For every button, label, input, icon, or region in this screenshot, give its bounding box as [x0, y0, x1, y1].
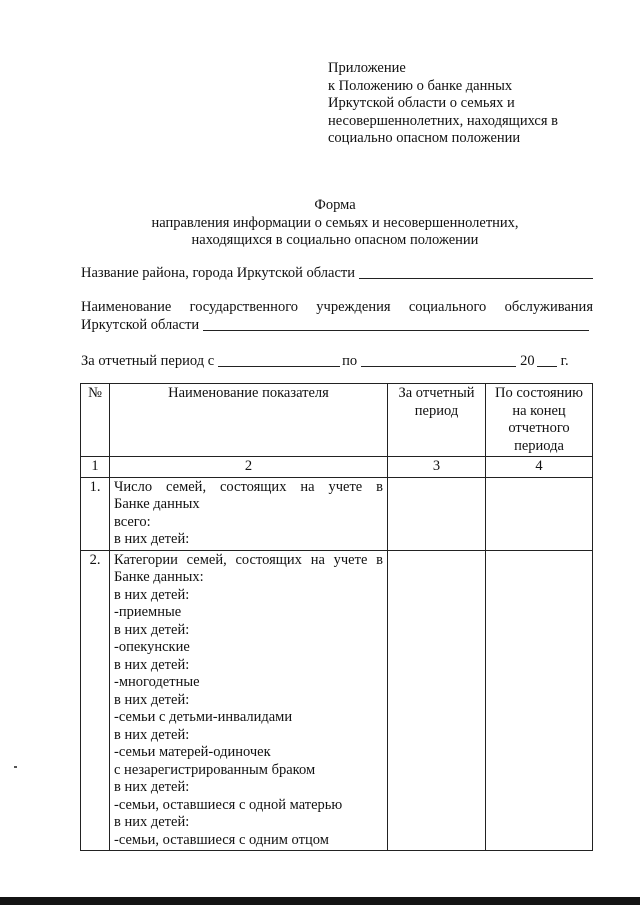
column-number-row: [81, 457, 593, 478]
period-middle: по: [342, 352, 358, 369]
indicator-line: в них детей:: [114, 586, 190, 603]
indicator-line: Банке данных: [114, 496, 200, 512]
indicator-line: -семьи матерей-одиночек: [114, 744, 271, 760]
period-year-prefix: 20: [520, 352, 535, 369]
row-number: 2.: [81, 550, 110, 851]
table-row: [81, 477, 593, 550]
form-title-line: направления информации о семьях и несовершеннолетних,: [151, 214, 519, 231]
row-end-value[interactable]: [486, 477, 593, 550]
indicator-line: -семьи, оставшиеся с одним отцом: [114, 831, 329, 848]
institution-label: Наименование государственного учреждения социального обслуживания: [81, 299, 593, 315]
appendix-line: Приложение: [328, 60, 406, 76]
period-field: [81, 352, 593, 370]
indicator-line: -опекунские: [114, 639, 190, 655]
scan-speck: [14, 766, 17, 768]
district-label: Название района, города Иркутской области: [81, 264, 355, 281]
row-period-value[interactable]: [388, 550, 486, 851]
column-number: 4: [486, 457, 593, 478]
district-blank[interactable]: [359, 264, 593, 279]
appendix-block: [328, 60, 628, 148]
appendix-line: к Положению о банке данных: [328, 77, 513, 94]
indicator-line: -многодетные: [114, 674, 200, 690]
appendix-line: Иркутской области о семьях и: [328, 95, 515, 111]
header-num: №: [81, 384, 110, 457]
district-field: [81, 264, 593, 282]
indicator-line: в них детей:: [114, 779, 190, 795]
indicator-line: в них детей:: [114, 531, 190, 547]
form-title: [80, 197, 590, 250]
row-number: 1.: [81, 477, 110, 550]
indicator-line: в них детей:: [114, 814, 190, 830]
appendix-line: несовершеннолетних, находящихся в: [328, 112, 559, 129]
indicator-line: в них детей:: [114, 691, 190, 708]
indicator-line: в них детей:: [114, 621, 190, 638]
institution-blank[interactable]: [203, 316, 589, 331]
table-header-row: [81, 384, 593, 457]
period-year-suffix: г.: [560, 352, 569, 369]
indicator-line: в них детей:: [114, 656, 190, 673]
form-title-line: Форма: [314, 197, 356, 213]
row-end-value[interactable]: [486, 550, 593, 851]
row-period-value[interactable]: [388, 477, 486, 550]
indicator-line: -семьи, оставшиеся с одной матерью: [114, 796, 343, 813]
institution-label-cont: Иркутской области: [81, 316, 200, 333]
indicator-line: с незарегистрированным браком: [114, 761, 316, 778]
header-end-line: на конец: [512, 402, 566, 419]
indicator-line: Категории семей, состоящих на учете в: [114, 551, 383, 568]
header-indicator: Наименование показателя: [110, 384, 388, 457]
period-prefix: За отчетный период с: [81, 352, 215, 369]
header-period-line: За отчетный: [398, 385, 475, 401]
header-end-line: По состоянию: [495, 385, 583, 401]
scan-bottom-edge: [0, 897, 640, 905]
indicator-line: Число семей, состоящих на учете в: [114, 478, 383, 495]
column-number: 2: [110, 457, 388, 478]
form-title-line: находящихся в социально опасном положении: [191, 232, 479, 248]
row-indicator: [110, 477, 388, 550]
period-year-blank[interactable]: [537, 352, 557, 367]
period-end-blank[interactable]: [361, 352, 516, 367]
header-period: [388, 384, 486, 457]
column-number: 3: [388, 457, 486, 478]
header-period-line: период: [414, 402, 459, 419]
column-number: 1: [81, 457, 110, 478]
data-table: [80, 383, 593, 851]
indicator-line: -приемные: [114, 604, 182, 620]
indicator-line: Банке данных:: [114, 569, 204, 585]
appendix-line: социально опасном положении: [328, 130, 521, 146]
header-end-line: периода: [514, 437, 564, 454]
institution-field: [81, 316, 593, 334]
header-end: [486, 384, 593, 457]
table-row: [81, 550, 593, 851]
header-end-line: отчетного: [508, 420, 570, 436]
indicator-line: всего:: [114, 513, 151, 530]
indicator-line: в них детей:: [114, 726, 190, 743]
row-indicator: [110, 550, 388, 851]
period-start-blank[interactable]: [218, 352, 340, 367]
indicator-line: -семьи с детьми-инвалидами: [114, 709, 293, 725]
